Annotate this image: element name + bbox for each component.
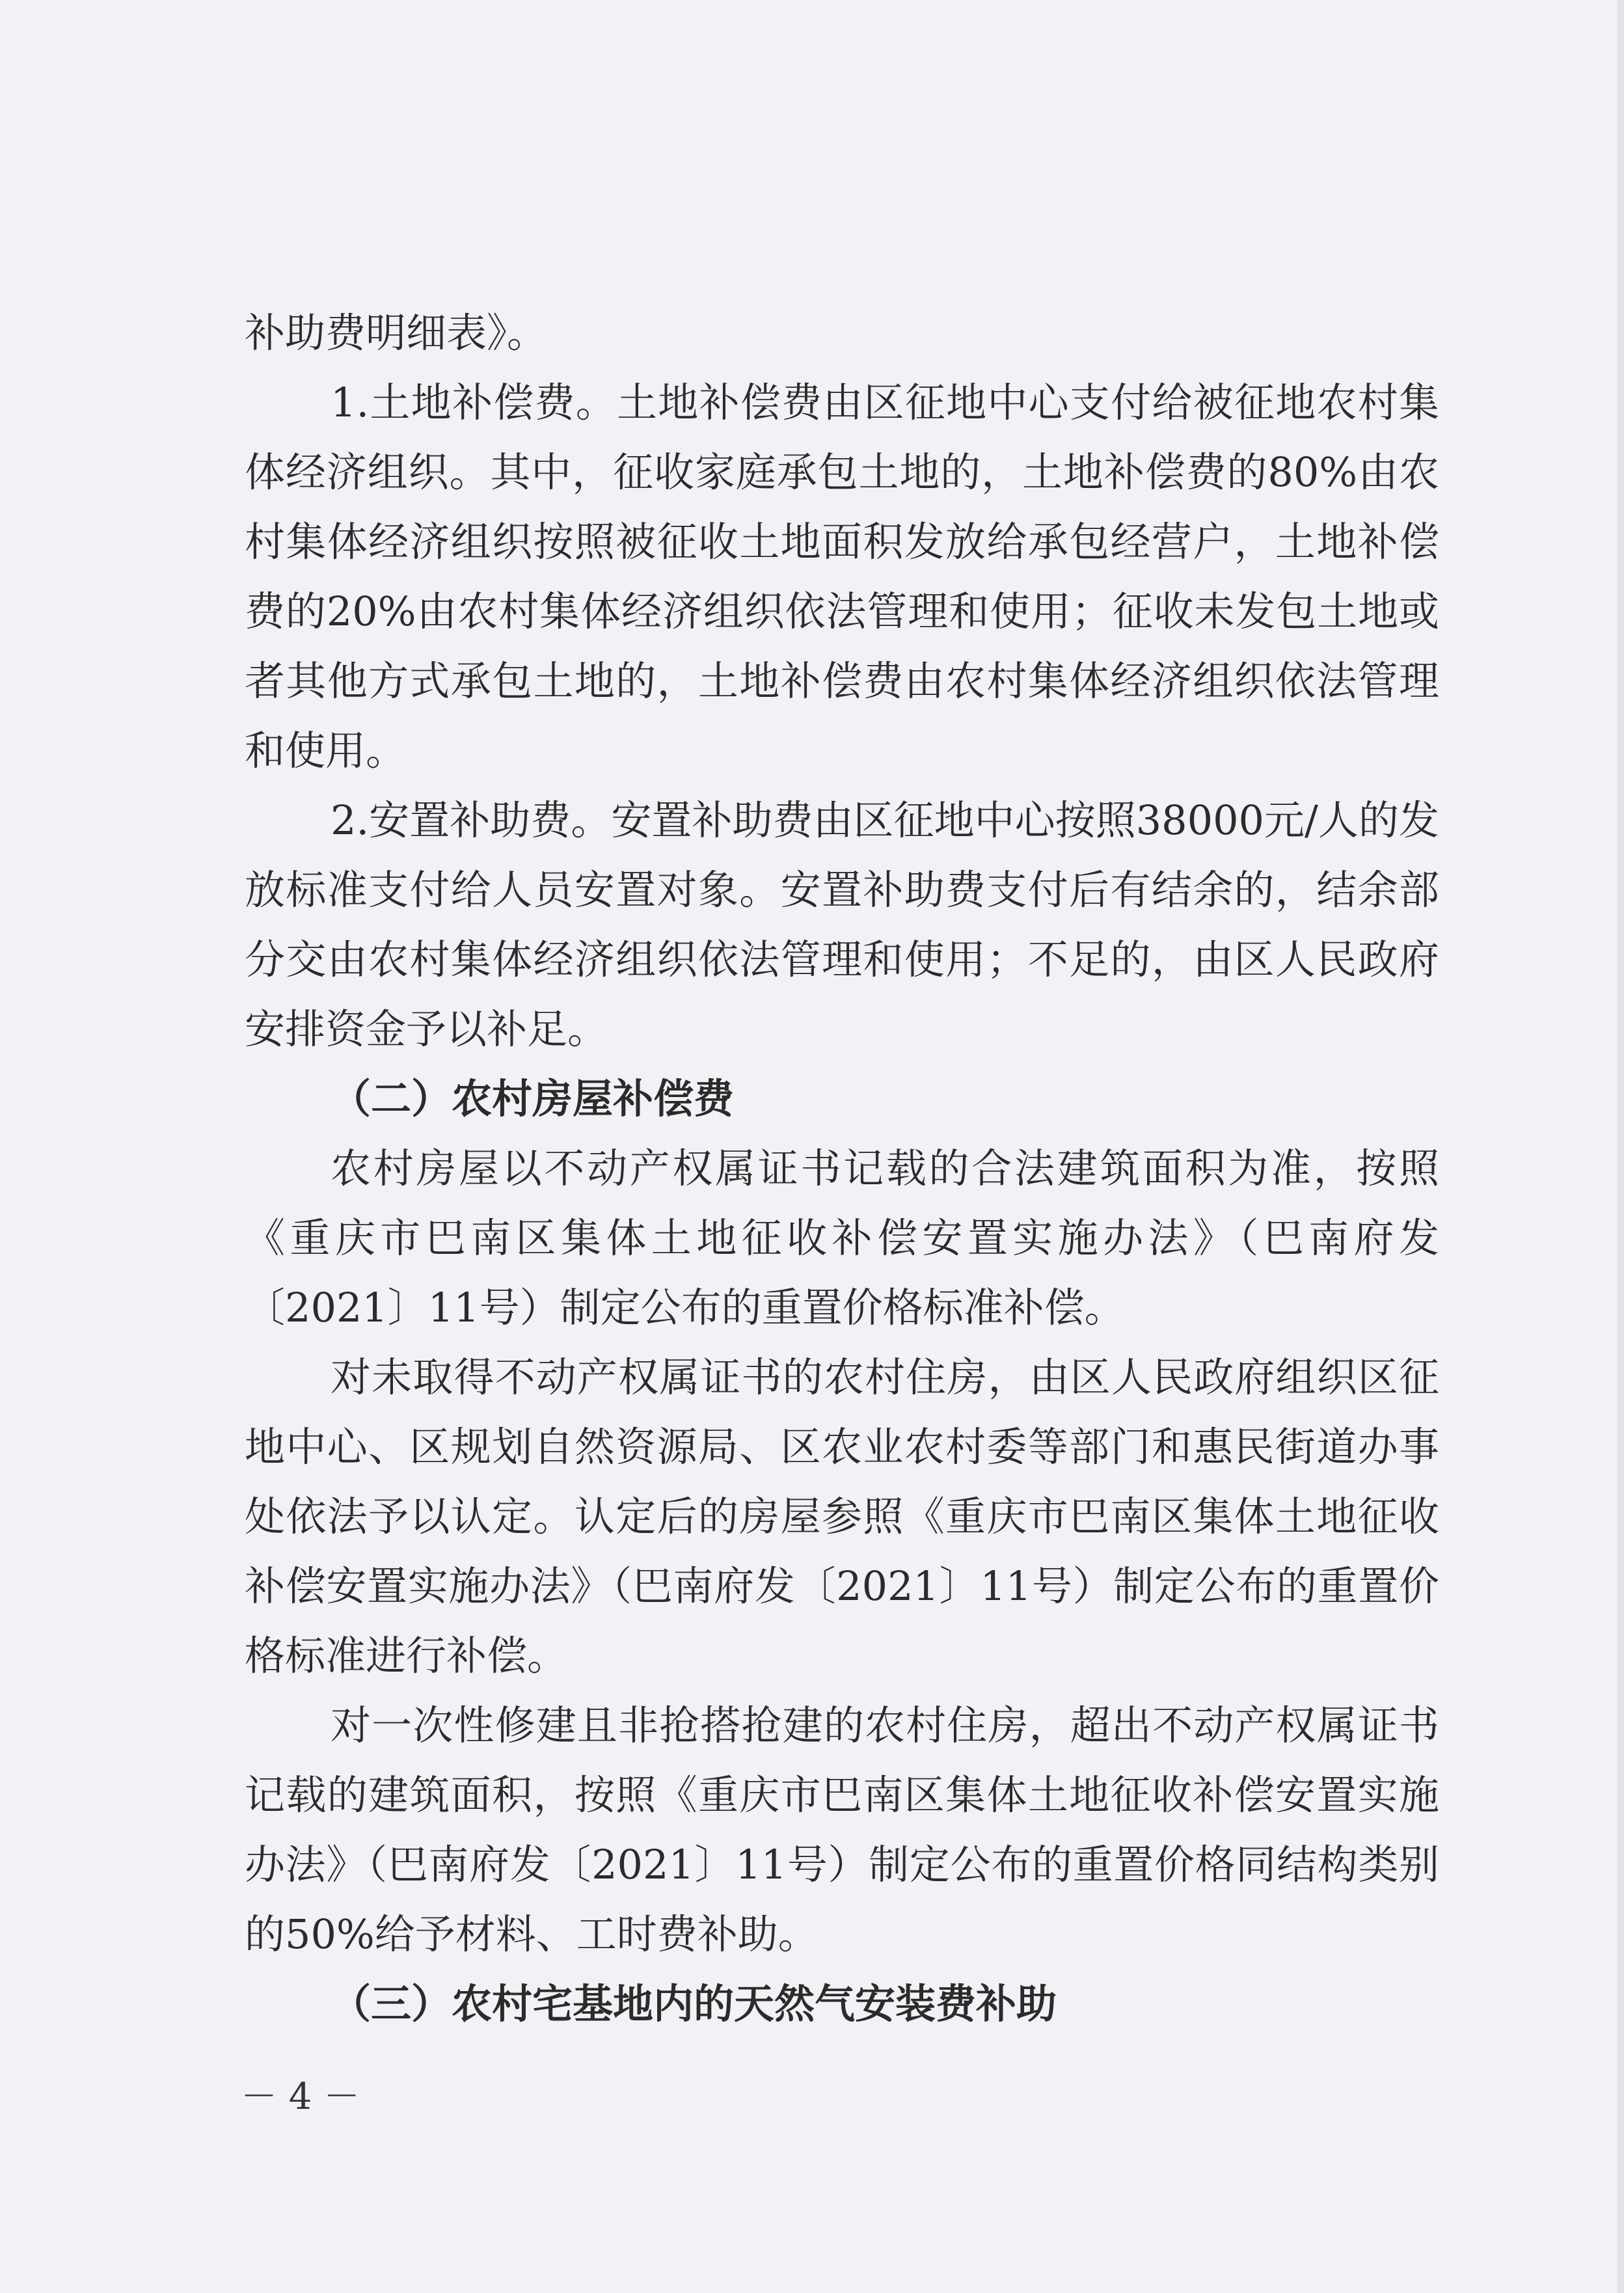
paragraph-uncertified-housing: 对未取得不动产权属证书的农村住房，由区人民政府组织区征地中心、区规划自然资源局、区农业农村委等部门和惠民街道办事处依法予以认定。认定后的房屋参照《重庆市巴南区集体土地征收补偿安置实施办法》（巴南府发〔2021〕11号）制定公布的重置价格标准进行补偿。 [245, 1353, 1439, 1679]
section-heading-housing-compensation: （二）农村房屋补偿费 [331, 1075, 735, 1122]
page-number: － 4 － [241, 2076, 360, 2118]
paragraph-excess-area-subsidy: 对一次性修建且非抢搭抢建的农村住房，超出不动产权属证书记载的建筑面积，按照《重庆市巴南区集体土地征收补偿安置实施办法》（巴南府发〔2021〕11号）制定公布的重置价格同结构类别的50%给予材料、工时费补助。 [245, 1702, 1439, 1958]
paragraph-resettlement-subsidy: 2.安置补助费。安置补助费由区征地中心按照38000元/人的发放标准支付给人员安置对象。安置补助费支付后有结余的，结余部分交由农村集体经济组织依法管理和使用；不足的，由区人民政府安排资金予以补足。 [245, 796, 1439, 1053]
section-heading-gas-installation: （三）农村宅基地内的天然气安装费补助 [331, 1980, 1057, 2028]
paragraph-table-reference: 补助费明细表》。 [245, 309, 548, 357]
paragraph-land-compensation: 1.土地补偿费。土地补偿费由区征地中心支付给被征地农村集体经济组织。其中，征收家庭承包土地的，土地补偿费的80%由农村集体经济组织按照被征收土地面积发放给承包经营户，土地补偿费的20%由农村集体经济组织依法管理和使用；征收未发包土地或者其他方式承包土地的，土地补偿费由农村集体经济组织依法管理和使用。 [245, 379, 1439, 774]
document-body [245, 298, 1439, 2039]
paragraph-housing-certificate-area: 农村房屋以不动产权属证书记载的合法建筑面积为准，按照《重庆市巴南区集体土地征收补偿安置实施办法》（巴南府发〔2021〕11号）制定公布的重置价格标准补偿。 [245, 1145, 1439, 1331]
